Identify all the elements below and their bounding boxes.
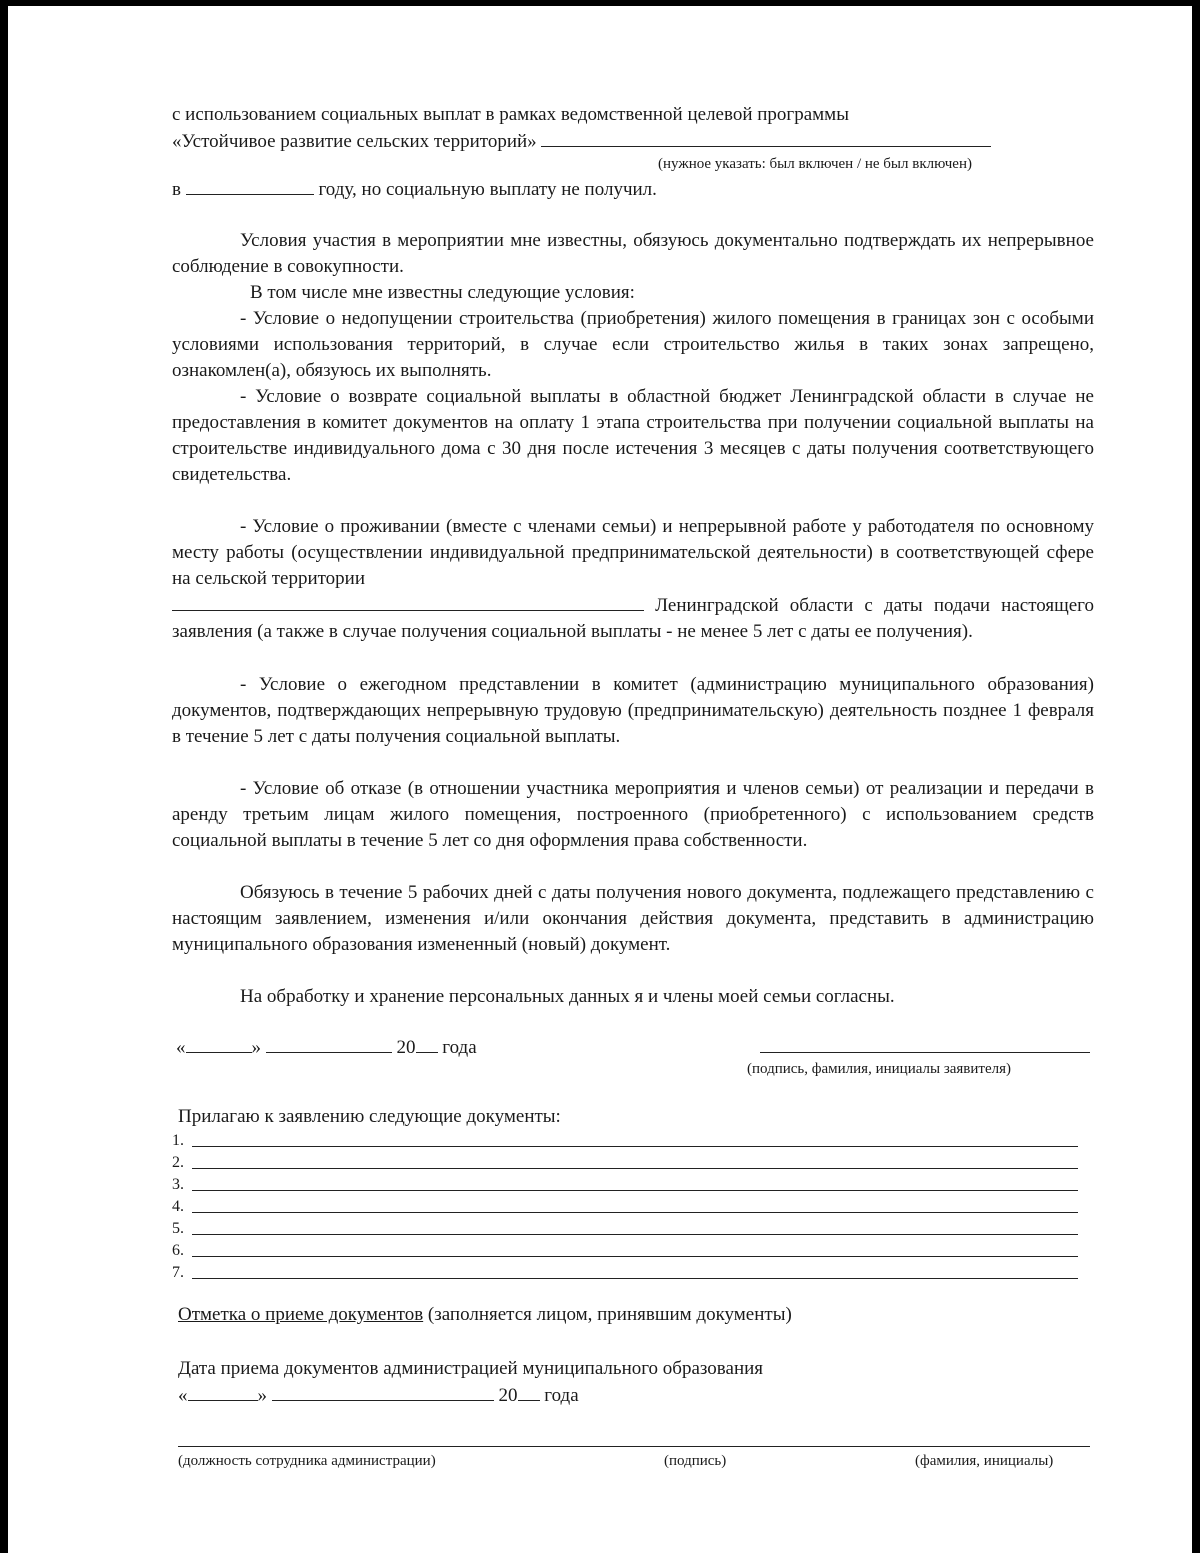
condition-residence: - Условие о проживании (вместе с членами семьи) и непрерывной работе у работодателя по основному месту работы (осуществлении индивидуальной предпринимательской деятельности) в соответствующей сфере на сельской территории — [172, 516, 1094, 589]
attachment-row[interactable]: 6. — [172, 1240, 1078, 1262]
year-blank[interactable] — [186, 176, 314, 195]
intro-line-3: в году, но социальную выплату не получил. — [172, 176, 1094, 203]
attachment-row[interactable]: 3. — [172, 1174, 1078, 1196]
acceptance-date-line: « » 20 года — [178, 1382, 579, 1409]
month-blank[interactable] — [266, 1034, 392, 1053]
staff-signature-caption: (подпись) — [664, 1453, 727, 1469]
acceptance-heading: Отметка о приеме документов (заполняется лицом, принявшим документы) — [178, 1304, 792, 1325]
condition-annual-report: - Условие о ежегодном представлении в комитет (администрацию муниципального образования) документов, подтверждающих непрерывную трудовую (предпринимательскую) деятельность позднее 1 февраля в течение 5 лет с даты получения социальной выплаты. — [172, 674, 1094, 747]
conditions-list-heading: В том числе мне известны следующие условия: — [250, 282, 635, 303]
personal-data-consent: На обработку и хранение персональных данных я и члены моей семьи согласны. — [240, 986, 895, 1007]
document-update-obligation: Обязуюсь в течение 5 рабочих дней с даты получения нового документа, подлежащего представлению с настоящим заявлением, изменения и/или окончания действия документа, представить в администрацию муниципального образования измененный (новый) документ. — [172, 882, 1094, 955]
condition-residence-continued: Ленинградской области с даты подачи настоящего заявления (а также в случае получения социальной выплаты - не менее 5 лет с даты ее получения). — [172, 592, 1094, 645]
attachment-row[interactable]: 7. — [172, 1262, 1078, 1284]
inclusion-note: (нужное указать: был включен / не был включен) — [658, 156, 972, 172]
attachments-heading: Прилагаю к заявлению следующие документы: — [178, 1106, 561, 1127]
attachment-row[interactable]: 2. — [172, 1152, 1078, 1174]
staff-signature-line[interactable] — [178, 1446, 1090, 1447]
intro-line-1: с использованием социальных выплат в рамках ведомственной целевой программы — [172, 104, 849, 125]
acceptance-month-blank[interactable] — [272, 1382, 494, 1401]
condition-refund: - Условие о возврате социальной выплаты в областной бюджет Ленинградской области в случае не предоставления в комитет документов на оплату 1 этапа строительства при получении социальной выплаты на строительстве индивидуального дома с 30 дня после истечения 3 месяцев с даты получения соответствующего свидетельства. — [172, 386, 1094, 485]
inclusion-blank[interactable] — [541, 128, 991, 147]
staff-name-caption: (фамилия, инициалы) — [915, 1453, 1054, 1469]
acceptance-date-label: Дата приема документов администрацией муниципального образования — [178, 1358, 764, 1379]
condition-zones: - Условие о недопущении строительства (приобретения) жилого помещения в границах зон с особыми условиями использования территорий, в случае если строительство жилья в таких зонах запрещено, ознакомлен(а), обязуюсь их выполнять. — [172, 308, 1094, 381]
attachment-row[interactable]: 4. — [172, 1196, 1078, 1218]
intro-line-2: «Устойчивое развитие сельских территорий» — [172, 128, 1094, 155]
applicant-date-line: « » 20 года — [176, 1034, 477, 1061]
acceptance-day-blank[interactable] — [188, 1382, 258, 1401]
staff-position-caption: (должность сотрудника администрации) — [178, 1453, 436, 1469]
day-blank[interactable] — [186, 1034, 252, 1053]
applicant-signature-caption: (подпись, фамилия, инициалы заявителя) — [747, 1061, 1012, 1077]
attachment-row[interactable]: 5. — [172, 1218, 1078, 1240]
applicant-signature-line[interactable] — [760, 1052, 1090, 1053]
acceptance-year-digits-blank[interactable] — [518, 1382, 540, 1401]
attachment-row[interactable]: 1. — [172, 1130, 1078, 1152]
territory-blank[interactable] — [172, 592, 644, 611]
conditions-intro: Условия участия в мероприятии мне известны, обязуюсь документально подтверждать их непрерывное соблюдение в совокупности. — [172, 230, 1094, 277]
year-digits-blank[interactable] — [416, 1034, 438, 1053]
condition-no-sale: - Условие об отказе (в отношении участника мероприятия и членов семьи) от реализации и передачи в аренду третьим лицам жилого помещения, построенного (приобретенного) с использованием средств социальной выплаты в течение 5 лет со дня оформления права собственности. — [172, 778, 1094, 851]
